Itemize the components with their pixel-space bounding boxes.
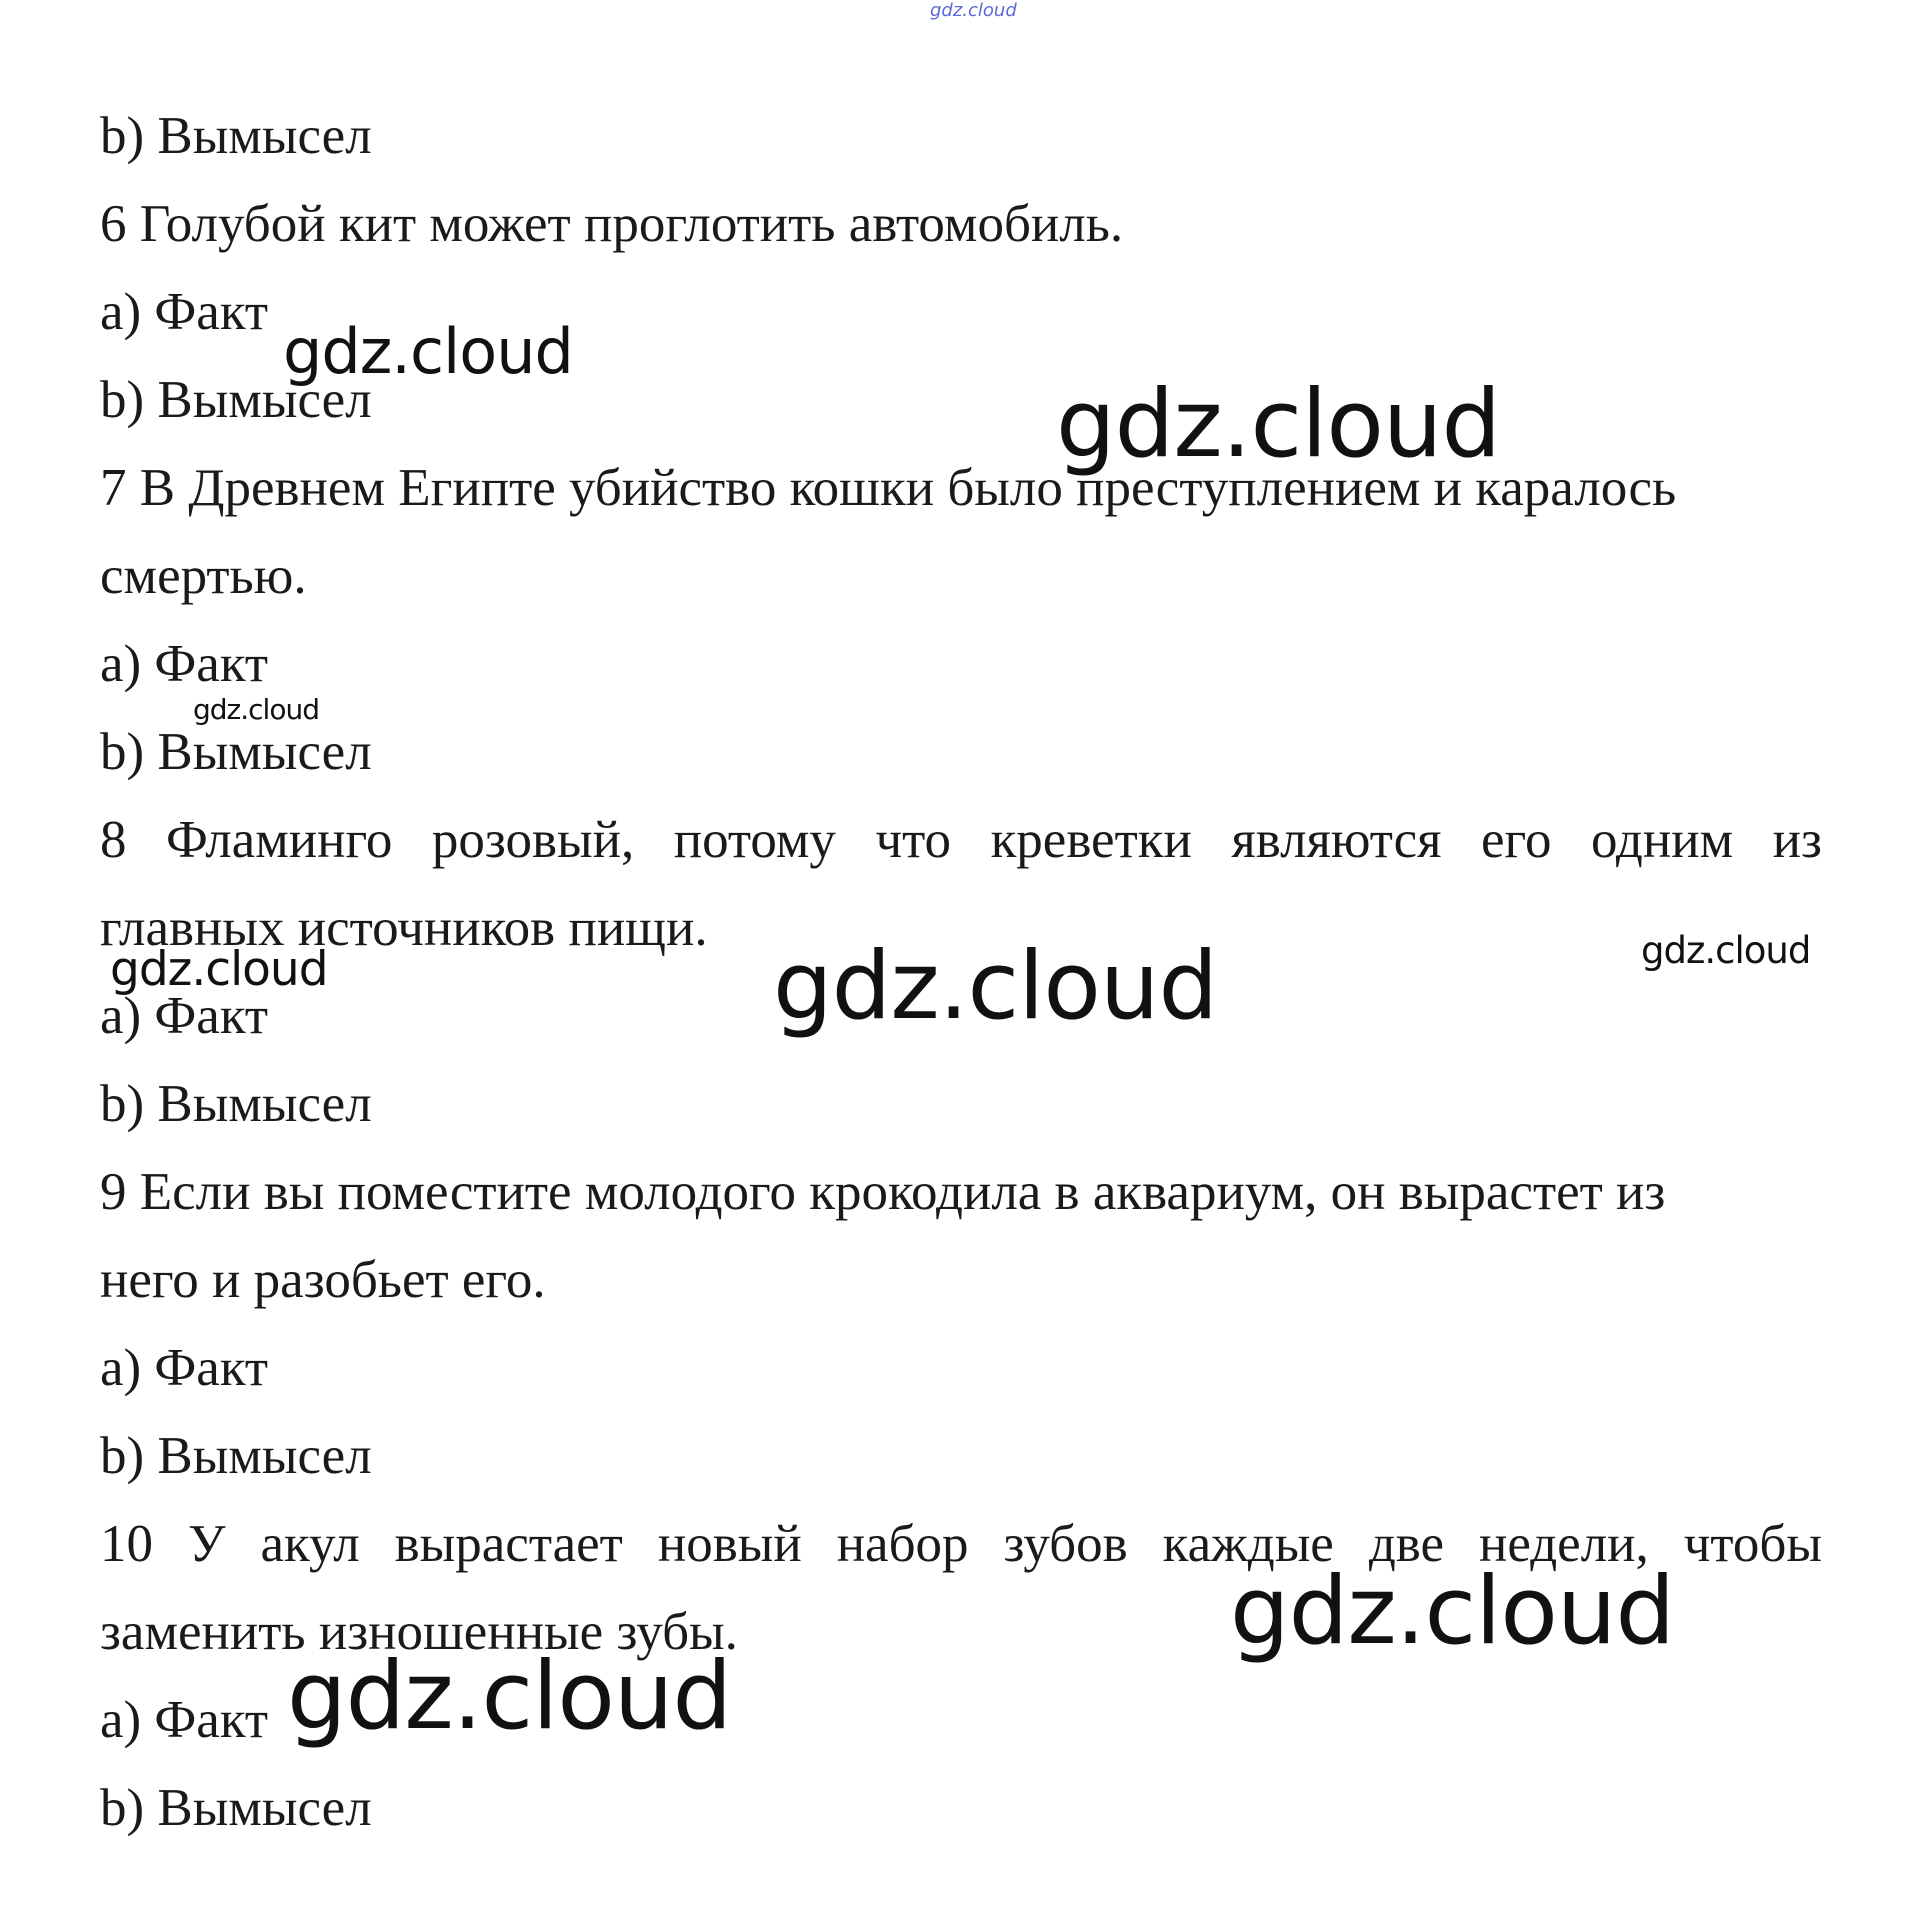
word: две xyxy=(1368,1515,1445,1573)
option-b-10: b) Вымысел xyxy=(100,1779,372,1837)
question-8-line-1 xyxy=(100,810,1822,870)
question-7-line-2: смертью. xyxy=(100,547,307,605)
word: вырастает xyxy=(394,1515,623,1573)
word: У xyxy=(187,1515,226,1573)
watermark: gdz.cloud xyxy=(193,693,319,726)
word: креветки xyxy=(990,811,1192,869)
question-9-line-1: 9 Если вы поместите молодого крокодила в аквариум, он вырастет из xyxy=(100,1163,1666,1221)
word: потому xyxy=(673,811,836,869)
word: 10 xyxy=(100,1515,153,1573)
watermark: gdz.cloud xyxy=(283,315,573,388)
question-8-line-2: главных источников пищи. xyxy=(100,899,708,957)
word: новый xyxy=(657,1515,802,1573)
option-a-10: а) Факт xyxy=(100,1691,269,1749)
watermark: gdz.cloud xyxy=(110,942,328,997)
word: одним xyxy=(1590,811,1734,869)
word: Фламинго xyxy=(166,811,393,869)
watermark-top: gdz.cloud xyxy=(930,0,1017,21)
option-a-6: а) Факт xyxy=(100,283,269,341)
question-6: 6 Голубой кит может проглотить автомобиль. xyxy=(100,195,1124,253)
word: розовый, xyxy=(431,811,635,869)
word: его xyxy=(1481,811,1552,869)
watermark: gdz.cloud xyxy=(1641,929,1811,972)
word: недели, xyxy=(1479,1515,1649,1573)
word: акул xyxy=(260,1515,360,1573)
word: 8 xyxy=(100,811,127,869)
option-b-6: b) Вымысел xyxy=(100,371,372,429)
word: являются xyxy=(1231,811,1442,869)
question-10-line-2: заменить изношенные зубы. xyxy=(100,1603,738,1661)
word: зубов xyxy=(1003,1515,1128,1573)
option-b-9: b) Вымысел xyxy=(100,1427,372,1485)
word: из xyxy=(1772,811,1822,869)
word: что xyxy=(875,811,952,869)
question-7-line-1: 7 В Древнем Египте убийство кошки было преступлением и каралось xyxy=(100,459,1677,517)
option-a-8: а) Факт xyxy=(100,987,269,1045)
watermark: gdz.cloud xyxy=(287,1642,732,1751)
option-a-7: а) Факт xyxy=(100,635,269,693)
word: каждые xyxy=(1162,1515,1334,1573)
word: набор xyxy=(836,1515,969,1573)
watermark: gdz.cloud xyxy=(1230,1557,1675,1666)
option-b-5: b) Вымысел xyxy=(100,107,372,165)
option-b-8: b) Вымысел xyxy=(100,1075,372,1133)
word: чтобы xyxy=(1683,1515,1822,1573)
question-9-line-2: него и разобьет его. xyxy=(100,1251,546,1309)
watermark: gdz.cloud xyxy=(1056,370,1501,479)
watermark: gdz.cloud xyxy=(773,932,1218,1041)
option-a-9: а) Факт xyxy=(100,1339,269,1397)
option-b-7: b) Вымысел xyxy=(100,723,372,781)
